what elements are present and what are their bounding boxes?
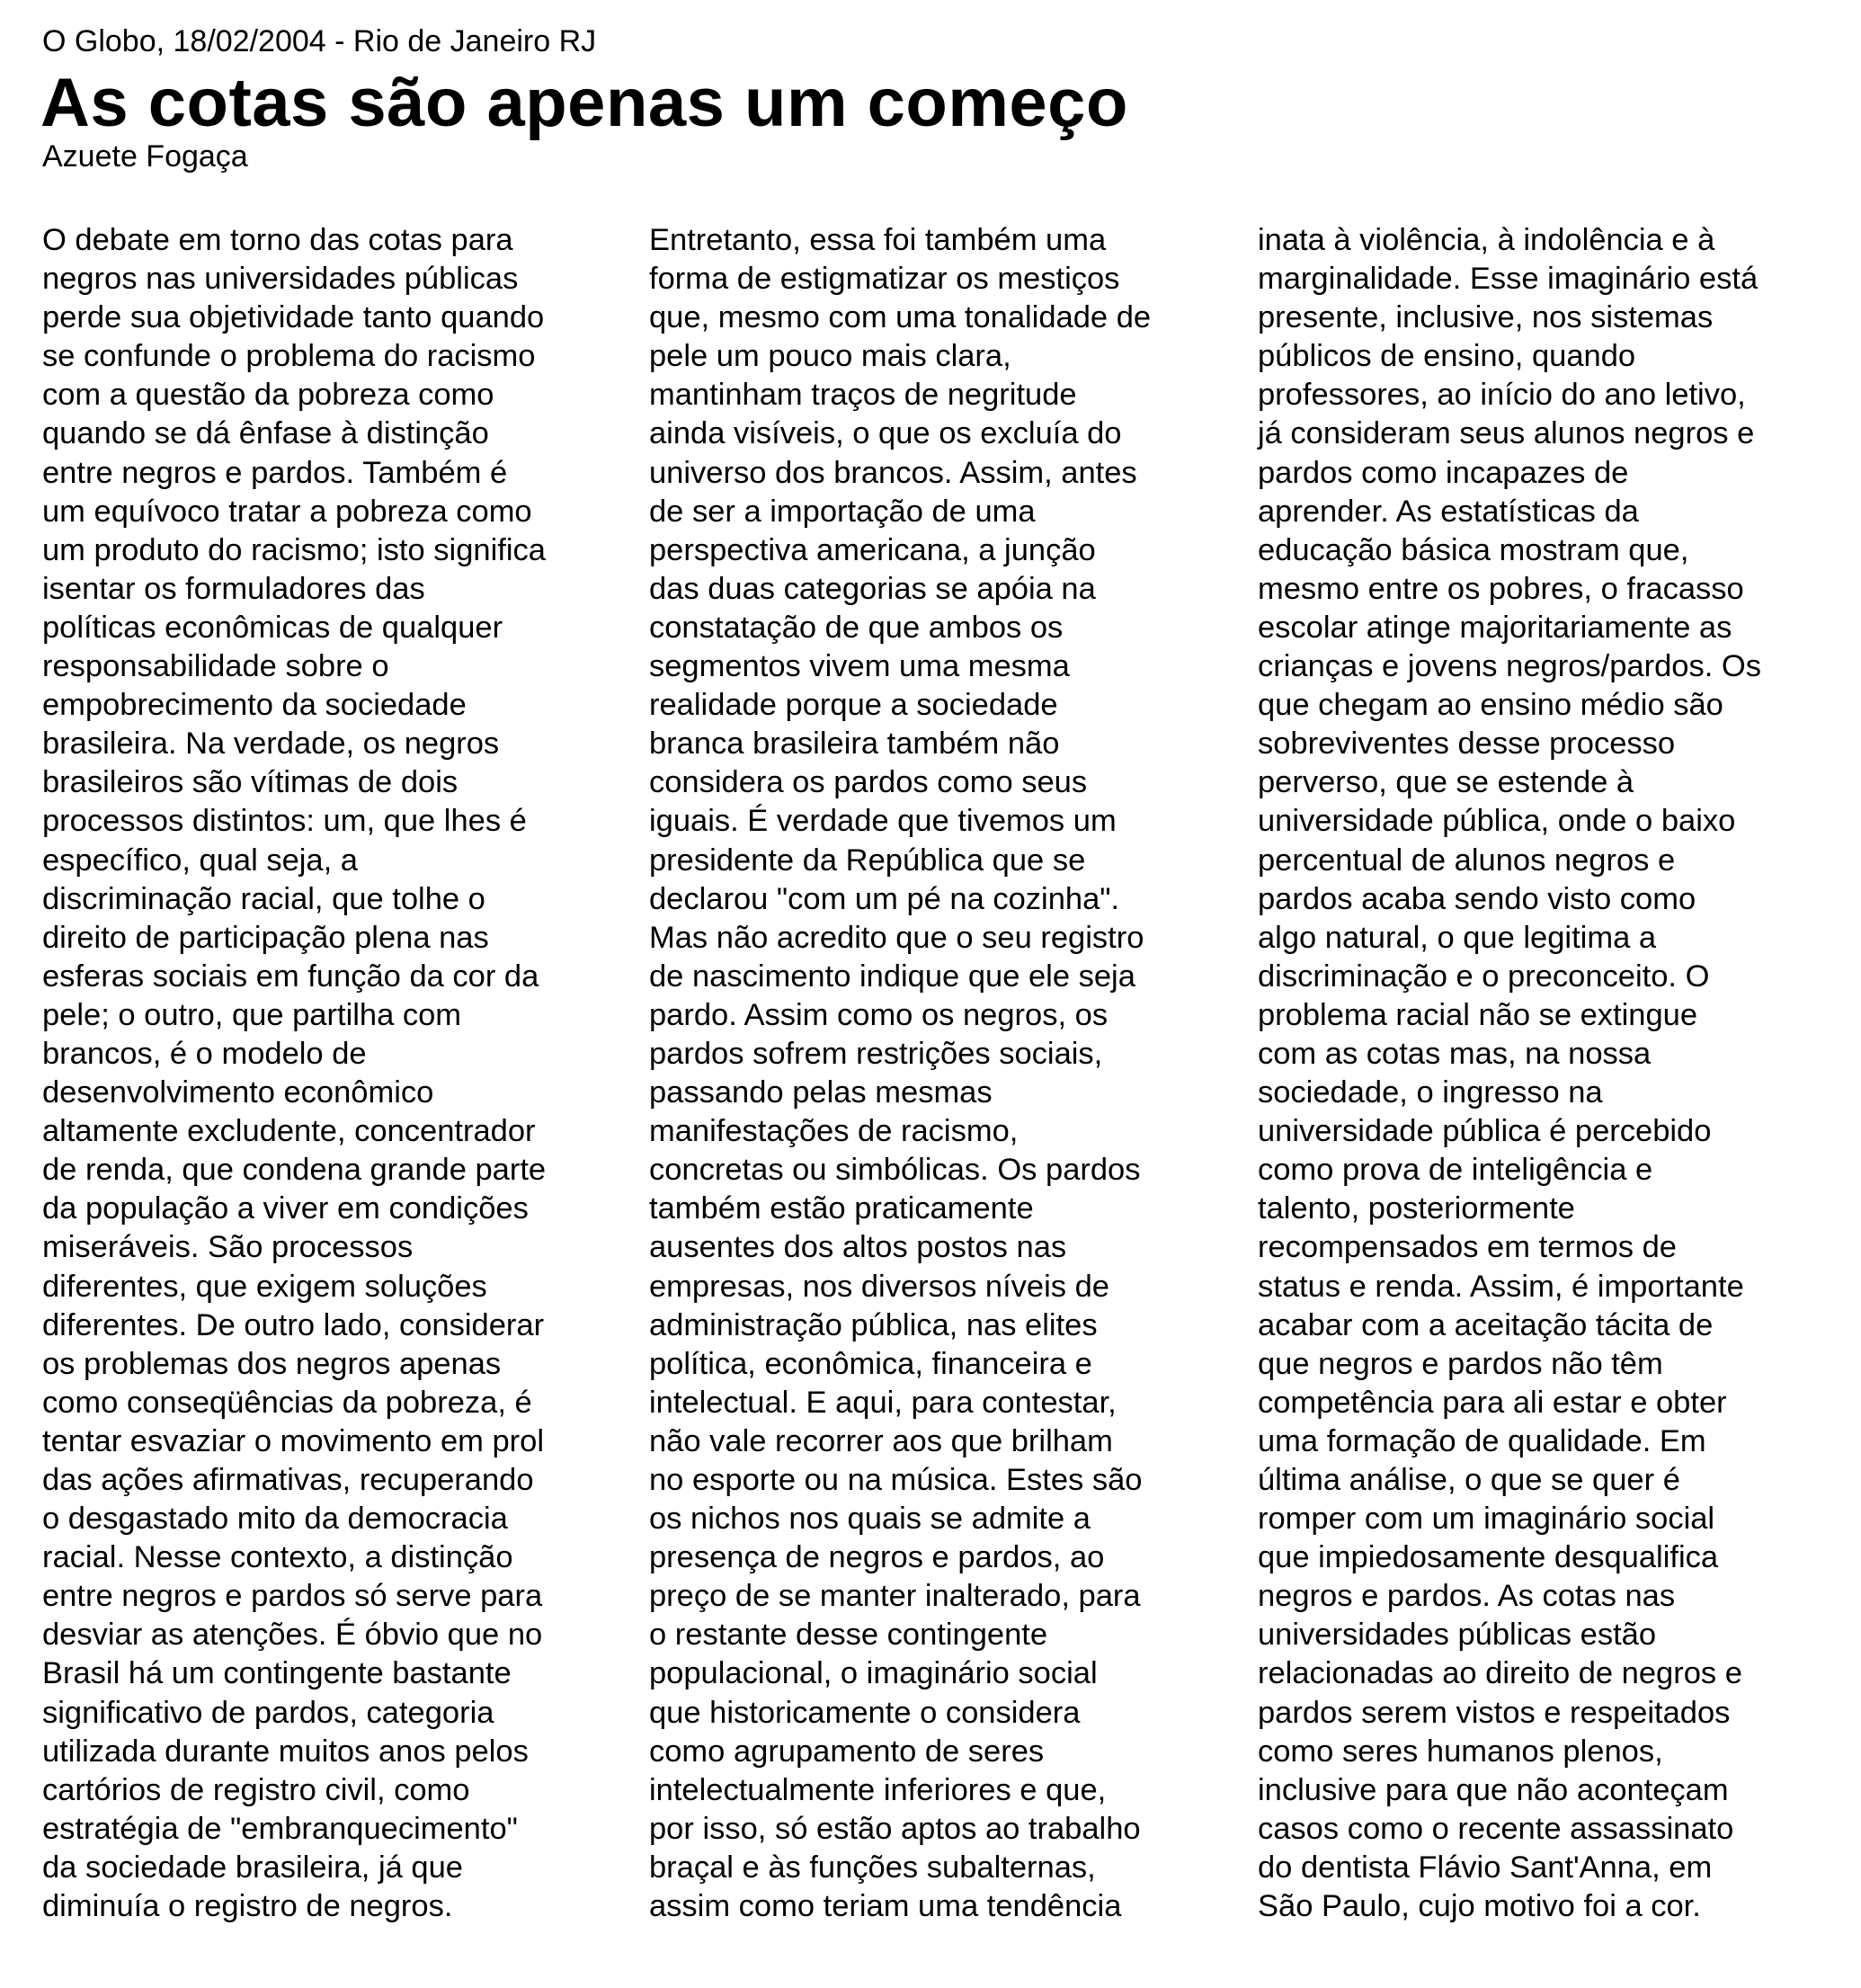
article-text-line: ainda visíveis, o que os excluía do	[649, 416, 1122, 451]
article-text-line: quando se dá ênfase à distinção	[42, 416, 489, 451]
article-text-line: pardos sofrem restrições sociais,	[649, 1036, 1103, 1071]
article-text-line: Entretanto, essa foi também uma	[649, 223, 1107, 257]
article-text-line: específico, qual seja, a	[42, 842, 358, 878]
article-text-line: iguais. É verdade que tivemos um	[649, 804, 1117, 839]
article-text-line: universidade pública, onde o baixo	[1258, 804, 1736, 839]
article-text-line: da sociedade brasileira, já que	[42, 1850, 463, 1885]
article-text-line: sobreviventes desse processo	[1258, 727, 1676, 762]
article-text-line: percentual de alunos negros e	[1258, 842, 1676, 878]
article-text-line: mantinham traços de negritude	[649, 378, 1077, 413]
article-text-line: inata à violência, à indolência e à	[1258, 223, 1715, 257]
article-text-line: branca brasileira também não	[649, 727, 1060, 762]
article-text-line: romper com um imaginário social	[1258, 1502, 1715, 1537]
article-text-line: professores, ao início do ano letivo,	[1258, 378, 1746, 413]
article-text-line: populacional, o imaginário social	[649, 1656, 1098, 1691]
article-text-line: pardos acaba sendo visto como	[1258, 881, 1696, 916]
article-text-line: como conseqüências da pobreza, é	[42, 1385, 532, 1420]
article-text-line: os problemas dos negros apenas	[42, 1346, 502, 1381]
article-text-line: inclusive para que não aconteçam	[1258, 1772, 1729, 1807]
article-text-line: presença de negros e pardos, ao	[649, 1540, 1105, 1575]
article-text-line: escolar atinge majoritariamente as	[1258, 610, 1732, 645]
article-text-line: com a questão da pobreza como	[42, 378, 494, 413]
article-text-line: competência para ali estar e obter	[1258, 1385, 1727, 1420]
article-text-line: como prova de inteligência e	[1258, 1153, 1653, 1188]
article-text-line: já consideram seus alunos negros e	[1258, 416, 1755, 451]
article-text-line: pele um pouco mais clara,	[649, 339, 1011, 374]
article-text-line: política, econômica, financeira e	[649, 1346, 1092, 1381]
article-text-line: diferentes. De outro lado, considerar	[42, 1307, 545, 1342]
article-text-line: passando pelas mesmas	[649, 1075, 993, 1110]
article-text-line: que, mesmo com uma tonalidade de	[649, 300, 1152, 335]
article-text-line: de renda, que condena grande parte	[42, 1153, 547, 1188]
article-text-line: um equívoco tratar a pobreza como	[42, 494, 532, 529]
article-text-line: que historicamente o considera	[649, 1695, 1081, 1730]
article-text-line: racial. Nesse contexto, a distinção	[42, 1540, 513, 1575]
article-text-line: desenvolvimento econômico	[42, 1075, 434, 1110]
article-text-line: o desgastado mito da democracia	[42, 1502, 508, 1537]
publication-source-line: O Globo, 18/02/2004 - Rio de Janeiro RJ	[42, 24, 597, 58]
article-text-line: altamente excludente, concentrador	[42, 1114, 536, 1149]
article-text-line: universidade pública é percebido	[1258, 1114, 1712, 1149]
article-text-line: universo dos brancos. Assim, antes	[649, 455, 1137, 490]
article-text-line: negros nas universidades públicas	[42, 262, 519, 297]
article-text-line: relacionadas ao direito de negros e	[1258, 1656, 1742, 1691]
article-text-line: das ações afirmativas, recuperando	[42, 1463, 534, 1497]
article-text-line: aprender. As estatísticas da	[1258, 494, 1639, 529]
article-text-line: declarou "com um pé na cozinha".	[649, 881, 1120, 916]
article-text-line: São Paulo, cujo motivo foi a cor.	[1258, 1889, 1701, 1924]
article-text-line: os nichos nos quais se admite a	[649, 1502, 1091, 1537]
article-text-line: universidades públicas estão	[1258, 1618, 1657, 1653]
article-column-3	[1258, 221, 1761, 1926]
article-text-line: tentar esvaziar o movimento em prol	[42, 1423, 544, 1458]
article-text-line: pardo. Assim como os negros, os	[649, 997, 1109, 1032]
article-text-line: desviar as atenções. É óbvio que no	[42, 1618, 543, 1653]
article-title: As cotas são apenas um começo	[40, 65, 1128, 141]
article-text-line: empresas, nos diversos níveis de	[649, 1269, 1109, 1304]
article-text-line: negros e pardos. As cotas nas	[1258, 1579, 1676, 1614]
article-text-line: braçal e às funções subalternas,	[649, 1850, 1096, 1885]
article-text-line: das duas categorias se apóia na	[649, 571, 1096, 606]
article-text-line: entre negros e pardos só serve para	[42, 1579, 543, 1614]
article-text-line: preço de se manter inalterado, para	[649, 1579, 1141, 1614]
article-text-line: uma formação de qualidade. Em	[1258, 1423, 1706, 1458]
article-text-line: brasileira. Na verdade, os negros	[42, 727, 500, 762]
article-text-line: presente, inclusive, nos sistemas	[1258, 300, 1714, 335]
article-text-line: de ser a importação de uma	[649, 494, 1036, 529]
article-text-line: esferas sociais em função da cor da	[42, 958, 539, 994]
article-text-line: discriminação racial, que tolhe o	[42, 881, 485, 916]
article-text-line: sociedade, o ingresso na	[1258, 1075, 1603, 1110]
article-text-line: marginalidade. Esse imaginário está	[1258, 262, 1759, 297]
article-text-line: públicos de ensino, quando	[1258, 339, 1636, 374]
article-text-line: também estão praticamente	[649, 1191, 1034, 1226]
article-text-line: empobrecimento da sociedade	[42, 688, 467, 723]
article-text-line: se confunde o problema do racismo	[42, 339, 536, 374]
article-text-line: direito de participação plena nas	[42, 920, 489, 955]
article-column-1	[42, 221, 546, 1926]
article-text-line: realidade porque a sociedade	[649, 688, 1058, 723]
article-text-line: casos como o recente assassinato	[1258, 1811, 1734, 1846]
article-text-line: por isso, só estão aptos ao trabalho	[649, 1811, 1141, 1846]
article-text-line: intelectual. E aqui, para contestar,	[649, 1385, 1117, 1420]
article-text-line: diferentes, que exigem soluções	[42, 1269, 487, 1304]
article-text-line: educação básica mostram que,	[1258, 532, 1689, 567]
article-text-line: crianças e jovens negros/pardos. Os	[1258, 649, 1761, 684]
article-text-line: O debate em torno das cotas para	[42, 223, 513, 257]
article-text-line: pardos serem vistos e respeitados	[1258, 1695, 1731, 1730]
article-text-line: diminuía o registro de negros.	[42, 1889, 453, 1924]
article-text-line: assim como teriam uma tendência	[649, 1889, 1122, 1924]
article-column-2	[649, 221, 1151, 1926]
article-text-line: políticas econômicas de qualquer	[42, 610, 503, 645]
article-text-line: responsabilidade sobre o	[42, 649, 389, 684]
article-text-line: talento, posteriormente	[1258, 1191, 1575, 1226]
article-text-line: ausentes dos altos postos nas	[649, 1230, 1067, 1265]
article-text-line: com as cotas mas, na nossa	[1258, 1036, 1652, 1071]
article-text-line: não vale recorrer aos que brilham	[649, 1423, 1113, 1458]
article-text-line: processos distintos: um, que lhes é	[42, 804, 527, 839]
article-text-line: mesmo entre os pobres, o fracasso	[1258, 571, 1744, 606]
article-text-line: miseráveis. São processos	[42, 1230, 414, 1265]
article-text-line: da população a viver em condições	[42, 1191, 529, 1226]
article-text-line: segmentos vivem uma mesma	[649, 649, 1070, 684]
article-text-line: Mas não acredito que o seu registro	[649, 920, 1144, 955]
article-text-line: última análise, o que se quer é	[1258, 1463, 1680, 1497]
article-text-line: do dentista Flávio Sant'Anna, em	[1258, 1850, 1713, 1885]
article-text-line: como agrupamento de seres	[649, 1734, 1045, 1769]
article-text-line: que negros e pardos não têm	[1258, 1346, 1663, 1381]
article-text-line: um produto do racismo; isto significa	[42, 532, 546, 567]
article-text-line: significativo de pardos, categoria	[42, 1695, 494, 1730]
article-text-line: manifestações de racismo,	[649, 1114, 1019, 1149]
article-text-line: entre negros e pardos. Também é	[42, 455, 508, 490]
article-text-line: perspectiva americana, a junção	[649, 532, 1096, 567]
article-text-line: algo natural, o que legitima a	[1258, 920, 1657, 955]
article-text-line: concretas ou simbólicas. Os pardos	[649, 1153, 1141, 1188]
article-text-line: de nascimento indique que ele seja	[649, 958, 1135, 994]
article-text-line: que chegam ao ensino médio são	[1258, 688, 1723, 723]
article-text-line: recompensados em termos de	[1258, 1230, 1677, 1265]
article-text-line: o restante desse contingente	[649, 1618, 1048, 1653]
article-text-line: estratégia de "embranquecimento"	[42, 1811, 518, 1846]
article-text-line: que impiedosamente desqualifica	[1258, 1540, 1719, 1575]
article-text-line: pele; o outro, que partilha com	[42, 997, 462, 1032]
article-text-line: isentar os formuladores das	[42, 571, 425, 606]
article-text-line: presidente da República que se	[649, 842, 1086, 878]
article-text-line: status e renda. Assim, é importante	[1258, 1269, 1744, 1304]
article-text-line: como seres humanos plenos,	[1258, 1734, 1663, 1769]
article-text-line: administração pública, nas elites	[649, 1307, 1098, 1342]
article-text-line: perverso, que se estende à	[1258, 765, 1634, 800]
article-text-line: acabar com a aceitação tácita de	[1258, 1307, 1714, 1342]
article-text-line: discriminação e o preconceito. O	[1258, 958, 1710, 994]
article-text-line: intelectualmente inferiores e que,	[649, 1772, 1107, 1807]
article-text-line: pardos como incapazes de	[1258, 455, 1629, 490]
article-text-line: Brasil há um contingente bastante	[42, 1656, 512, 1691]
article-text-line: constatação de que ambos os	[649, 610, 1064, 645]
article-text-line: brancos, é o modelo de	[42, 1036, 367, 1071]
article-text-line: considera os pardos como seus	[649, 765, 1088, 800]
article-author: Azuete Fogaça	[42, 139, 248, 174]
article-text-line: perde sua objetividade tanto quando	[42, 300, 545, 335]
article-text-line: forma de estigmatizar os mestiços	[649, 262, 1120, 297]
article-text-line: brasileiros são vítimas de dois	[42, 765, 459, 800]
article-text-line: utilizada durante muitos anos pelos	[42, 1734, 529, 1769]
article-text-line: cartórios de registro civil, como	[42, 1772, 470, 1807]
article-text-line: problema racial não se extingue	[1258, 997, 1698, 1032]
article-text-line: no esporte ou na música. Estes são	[649, 1463, 1143, 1497]
